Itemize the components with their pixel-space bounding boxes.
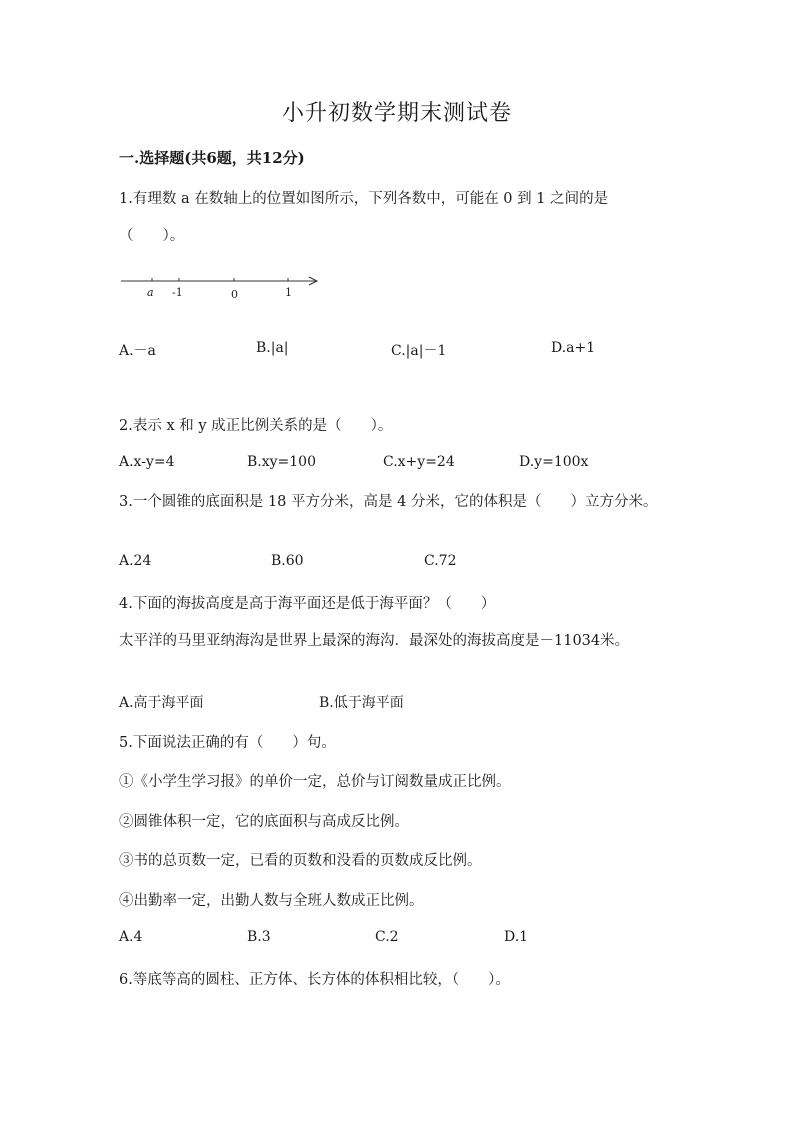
label-one: 1 bbox=[285, 286, 292, 299]
q6-stem: 6.等底等高的圆柱、正方体、长方体的体积相比较，（ ）。 bbox=[119, 972, 510, 988]
q3-option-b: B.60 bbox=[271, 553, 304, 569]
q5-option-b: B.3 bbox=[247, 929, 271, 945]
q2-option-a: A.x-y=4 bbox=[119, 454, 175, 470]
q2-option-d: D.y=100x bbox=[519, 454, 589, 470]
q1-option-c: C.|a|－1 bbox=[391, 343, 447, 359]
section-heading: 一.选择题(共6题，共12分) bbox=[119, 149, 305, 167]
q2-option-c: C.x+y=24 bbox=[383, 454, 455, 470]
label-a: a bbox=[147, 286, 154, 299]
q1-option-b: B.|a| bbox=[256, 340, 289, 356]
q4-context: 太平洋的马里亚纳海沟是世界上最深的海沟．最深处的海拔高度是－11034米。 bbox=[119, 633, 630, 649]
q5-option-d: D.1 bbox=[504, 929, 529, 945]
q2-stem: 2.表示 x 和 y 成正比例关系的是（ ）。 bbox=[119, 418, 393, 434]
q5-option-a: A.4 bbox=[119, 929, 143, 945]
q3-option-a: A.24 bbox=[119, 553, 152, 569]
q1-stem: 1.有理数 a 在数轴上的位置如图所示，下列各数中，可能在 0 到 1 之间的是 bbox=[119, 191, 609, 207]
q4-stem: 4.下面的海拔高度是高于海平面还是低于海平面？（ ） bbox=[119, 596, 496, 612]
q5-statement: ④出勤率一定，出勤人数与全班人数成正比例。 bbox=[119, 893, 424, 909]
q2-option-b: B.xy=100 bbox=[247, 454, 316, 470]
q5-statement: ③书的总页数一定，已看的页数和没看的页数成反比例。 bbox=[119, 853, 482, 869]
q5-option-c: C.2 bbox=[375, 929, 399, 945]
label-zero: 0 bbox=[231, 288, 238, 301]
number-line-figure bbox=[119, 270, 329, 306]
label-minus-one: -1 bbox=[172, 286, 183, 299]
q5-stem: 5.下面说法正确的有（ ）句。 bbox=[119, 735, 336, 751]
q1-option-a: A.－a bbox=[119, 343, 156, 359]
q5-statement: ②圆锥体积一定，它的底面积与高成反比例。 bbox=[119, 814, 409, 830]
q5-statement: ①《小学生学习报》的单价一定，总价与订阅数量成正比例。 bbox=[119, 774, 511, 790]
page-title: 小升初数学期末测试卷 bbox=[281, 101, 512, 126]
q4-option-a: A.高于海平面 bbox=[119, 695, 204, 711]
q4-option-b: B.低于海平面 bbox=[319, 695, 404, 711]
q3-option-c: C.72 bbox=[424, 553, 457, 569]
q1-option-d: D.a+1 bbox=[551, 340, 596, 356]
q1-answer-paren: （ ）。 bbox=[119, 228, 185, 244]
q3-stem: 3.一个圆锥的底面积是 18 平方分米，高是 4 分米，它的体积是（ ）立方分米。 bbox=[119, 494, 658, 510]
